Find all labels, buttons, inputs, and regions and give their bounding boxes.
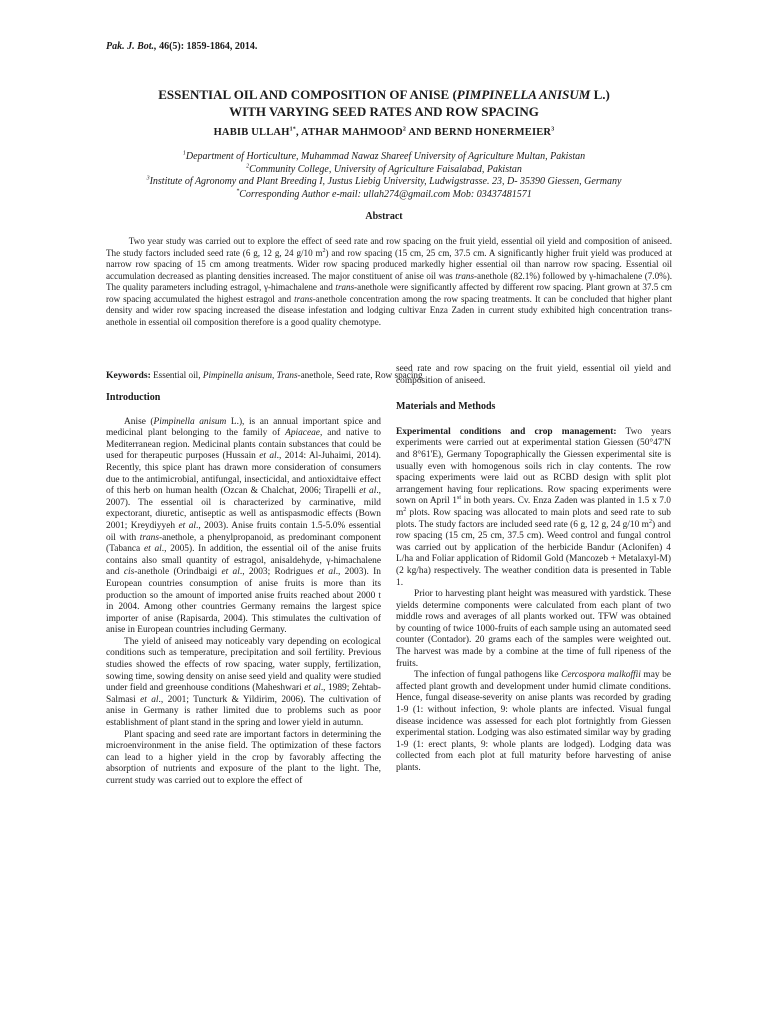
keywords: Keywords: Essential oil, Pimpinella anisum, Trans-anethole, Seed rate, Row spacing [106, 370, 423, 381]
right-column [396, 364, 671, 785]
journal-citation: Pak. J. Bot., 46(5): 1859-1864, 2014. [106, 41, 258, 52]
methods-paragraph-3: The infection of fungal pathogens like Cercospora malkoffii may be affected plant growth and development under humid climate conditions. Hence, fungal disease-severity on anise plants was recorded by grading 1-9 (1: without infection, 9: whole plants are infected. Visual fungal disease incidence was assessed for each plot fortnightly from Giessen experimental station. Lodging was also estimated similar way by grading 1-9 (1: erect plants, 9: whole plants are lodged). Lodging data was collected from each plot at full maturity before harvesting of anise plants. [396, 670, 671, 773]
keywords-label: Keywords: [106, 370, 151, 381]
methods-paragraph-2: Prior to harvesting plant height was measured with yardstick. These yields determine components were calculated from each plant of two middle rows and averages of all plants worked out. TFW was obtained by counting of twice 1000-fruits of each sample using an automated seed counter (Contador). 20 grams each of the samples were weighted out. The harvest was made by a combine at the time of full ripeness of the fruits. [396, 589, 671, 669]
methods-paragraph-1: Experimental conditions and crop management: Two years experiments were carried out at experimental station Giessen (50°47'N and 8°61'E), Germany Topographically the Giessen experimental site is usually even with homogenous soils rich in clay contents. The row spacing experiments were laid out as RCBD design with split plot arrangement having four replications. Row spacing experiments were sown on April 1st in both years. Cv. Enza Zaden was planted in 1.5 x 7.0 $m^2$ plots. Row spacing was allocated to main plots and seed rate to sub plots. The study factors are included seed rate (6 g, 12 g, 24 g/10 $m^2$) and row spacing (15 cm, 25 cm, 37.5 cm). Weed control and fungal control was carried out by application of the herbicide Bandur (Aclonifen) 4 L/ha and Foliar application of Ridomil Gold (Mancozeb + Metalaxyl-M) (2 kg/ha) respectively. The weather condition data is presented in Table 1. [396, 426, 671, 588]
author-list: HABIB $ULLAH^{1*}$, ATHAR MAHMOOD$^2$ AND BERND HONERMEIER$^3$ [213, 126, 555, 138]
intro-paragraph-3: Plant spacing and seed rate are important factors in determining the microenvironment in the anise field. The optimization of these factors can lead to a higher yield in the crop by favorably affecting the absorption of nutrients and exposure of the plant to the light. The, current study was carried out to explore the effect of [106, 729, 381, 786]
affiliation-1: $^1$Department of Horticulture, Muhammad Nawaz Shareef University of Agriculture Multan, Pakistan [182, 150, 586, 162]
intro-paragraph-1: Anise (Pimpinella anisum L.), is an annual important spice and medicinal plant belonging to the family of Apiaceae, and native to Mediterranean region. Medicinal plants contain substances that could be used for therapeutic purposes (Hussain et al., 2014: Al-Juhaimi, 2014). Recently, this spice plant has drawn more consideration of consumers due to the antimicrobial, antifungal, insecticidal, and antioxidtaive effect of this herb on human health (Ozcan & Chalchat, 2006; Tirapelli et al., 2007). The essential oil is characterized by carminative, mild expectorant, diuretic, antiseptic as well as antispasmodic effects (Bown 2001; Kreydiyyeh et al., 2003). Anise fruits contain 1.5-5.0% essential oil with trans-anethole, a phenylpropanoid, as predominant component (Tabanca et al., 2005). In addition, the essential oil of the anise fruits contains also small quantity of estragol, anisaldehyde, γ-himachalene and cis-anethole (Orindbaigi et al., 2003; Rodrigues et al., 2003). In European countries consumption of anise fruits is more than its production so the amount of imported anise fruits reached about 2000 t in 2004. Among other countries Germany remains the largest spice importer of anise (Rapisarda, 2004). This stimulates the cultivation of anise in European countries including Germany. [106, 416, 381, 636]
left-column [106, 392, 381, 798]
affiliation-3: $^3$Institute of Agronomy and Plant Breeding I, Justus Liebig University, Ludwigstrasse. 23, D- 35390 Giessen, Germany [146, 175, 622, 187]
corresponding-author: *Corresponding Author e-mail: ullah274@gmail.com Mob: 03437481571 [236, 188, 532, 200]
methods-heading: Materials and Methods [396, 401, 496, 413]
intro-paragraph-2: The yield of aniseed may noticeably vary depending on ecological conditions such as temperature, precipitation and soil fertility. Previous studies showed the effects of row spacing, water supply, fertilization, sowing time, sowing density on anise seed yield and quality were studied under field and greenhouse conditions (Maheshwari et al., 1989; Zehtab-Salmasi et al., 2001; Tuncturk & Yildirim, 2006). The cultivation of anise in Germany is rather limited due to problems such as poor establishment of plant stand in the spring and lower yield in autumn. [106, 636, 381, 729]
abstract-text: Two year study was carried out to explore the effect of seed rate and row spacing on the fruit yield, essential oil yield and composition of aniseed. The study factors included seed rate (6 g, 12 g, 24 g/10 $m^2$) and row spacing (15 cm, 25 cm, 37.5 cm. A significantly higher fruit yield was produced at narrow row spacing of 15 cm among treatments. Wider row spacing produced markedly higher essential oil than narrow row spacing. Essential oil accumulation decreased as planting densities increased. The major constituent of anise oil was trans-anethole (82.1%) followed by γ-himachalene (7.0%). The quality parameters including estragol, γ-himachalene and trans-anethole were significantly affected by different row spacing. Plant grown at 37.5 cm row spacing accumulated the highest estragol and trans-anethole concentration among the row spacing treatments. It can be concluded that higher plant density and wider row spacing increased the disease infestation and lodging cultivar Enza Zaden in current study exhibited high concentration trans-anethole in essential oil composition therefore is a good quality chemotype. [106, 236, 673, 327]
journal-volume: 46(5): 1859-1864, 2014. [159, 41, 258, 52]
title-line-1: ESSENTIAL OIL AND COMPOSITION OF ANISE (PIMPINELLA ANISUM L.) [158, 87, 610, 102]
abstract-heading: Abstract [365, 211, 403, 222]
intro-continuation: seed rate and row spacing on the fruit yield, essential oil yield and composition of aniseed. [396, 364, 671, 386]
affiliation-2: $^2$Community College, University of Agriculture Faisalabad, Pakistan [246, 163, 522, 175]
paper-title [60, 86, 708, 120]
affiliations [60, 151, 708, 201]
experimental-conditions-subheading: Experimental conditions and crop management: [396, 426, 617, 437]
title-line-2: WITH VARYING SEED RATES AND ROW SPACING [229, 104, 539, 119]
title-species: PIMPINELLA ANISUM [456, 87, 591, 102]
journal-name: Pak. J. Bot. [106, 41, 155, 52]
introduction-heading: Introduction [106, 392, 161, 403]
